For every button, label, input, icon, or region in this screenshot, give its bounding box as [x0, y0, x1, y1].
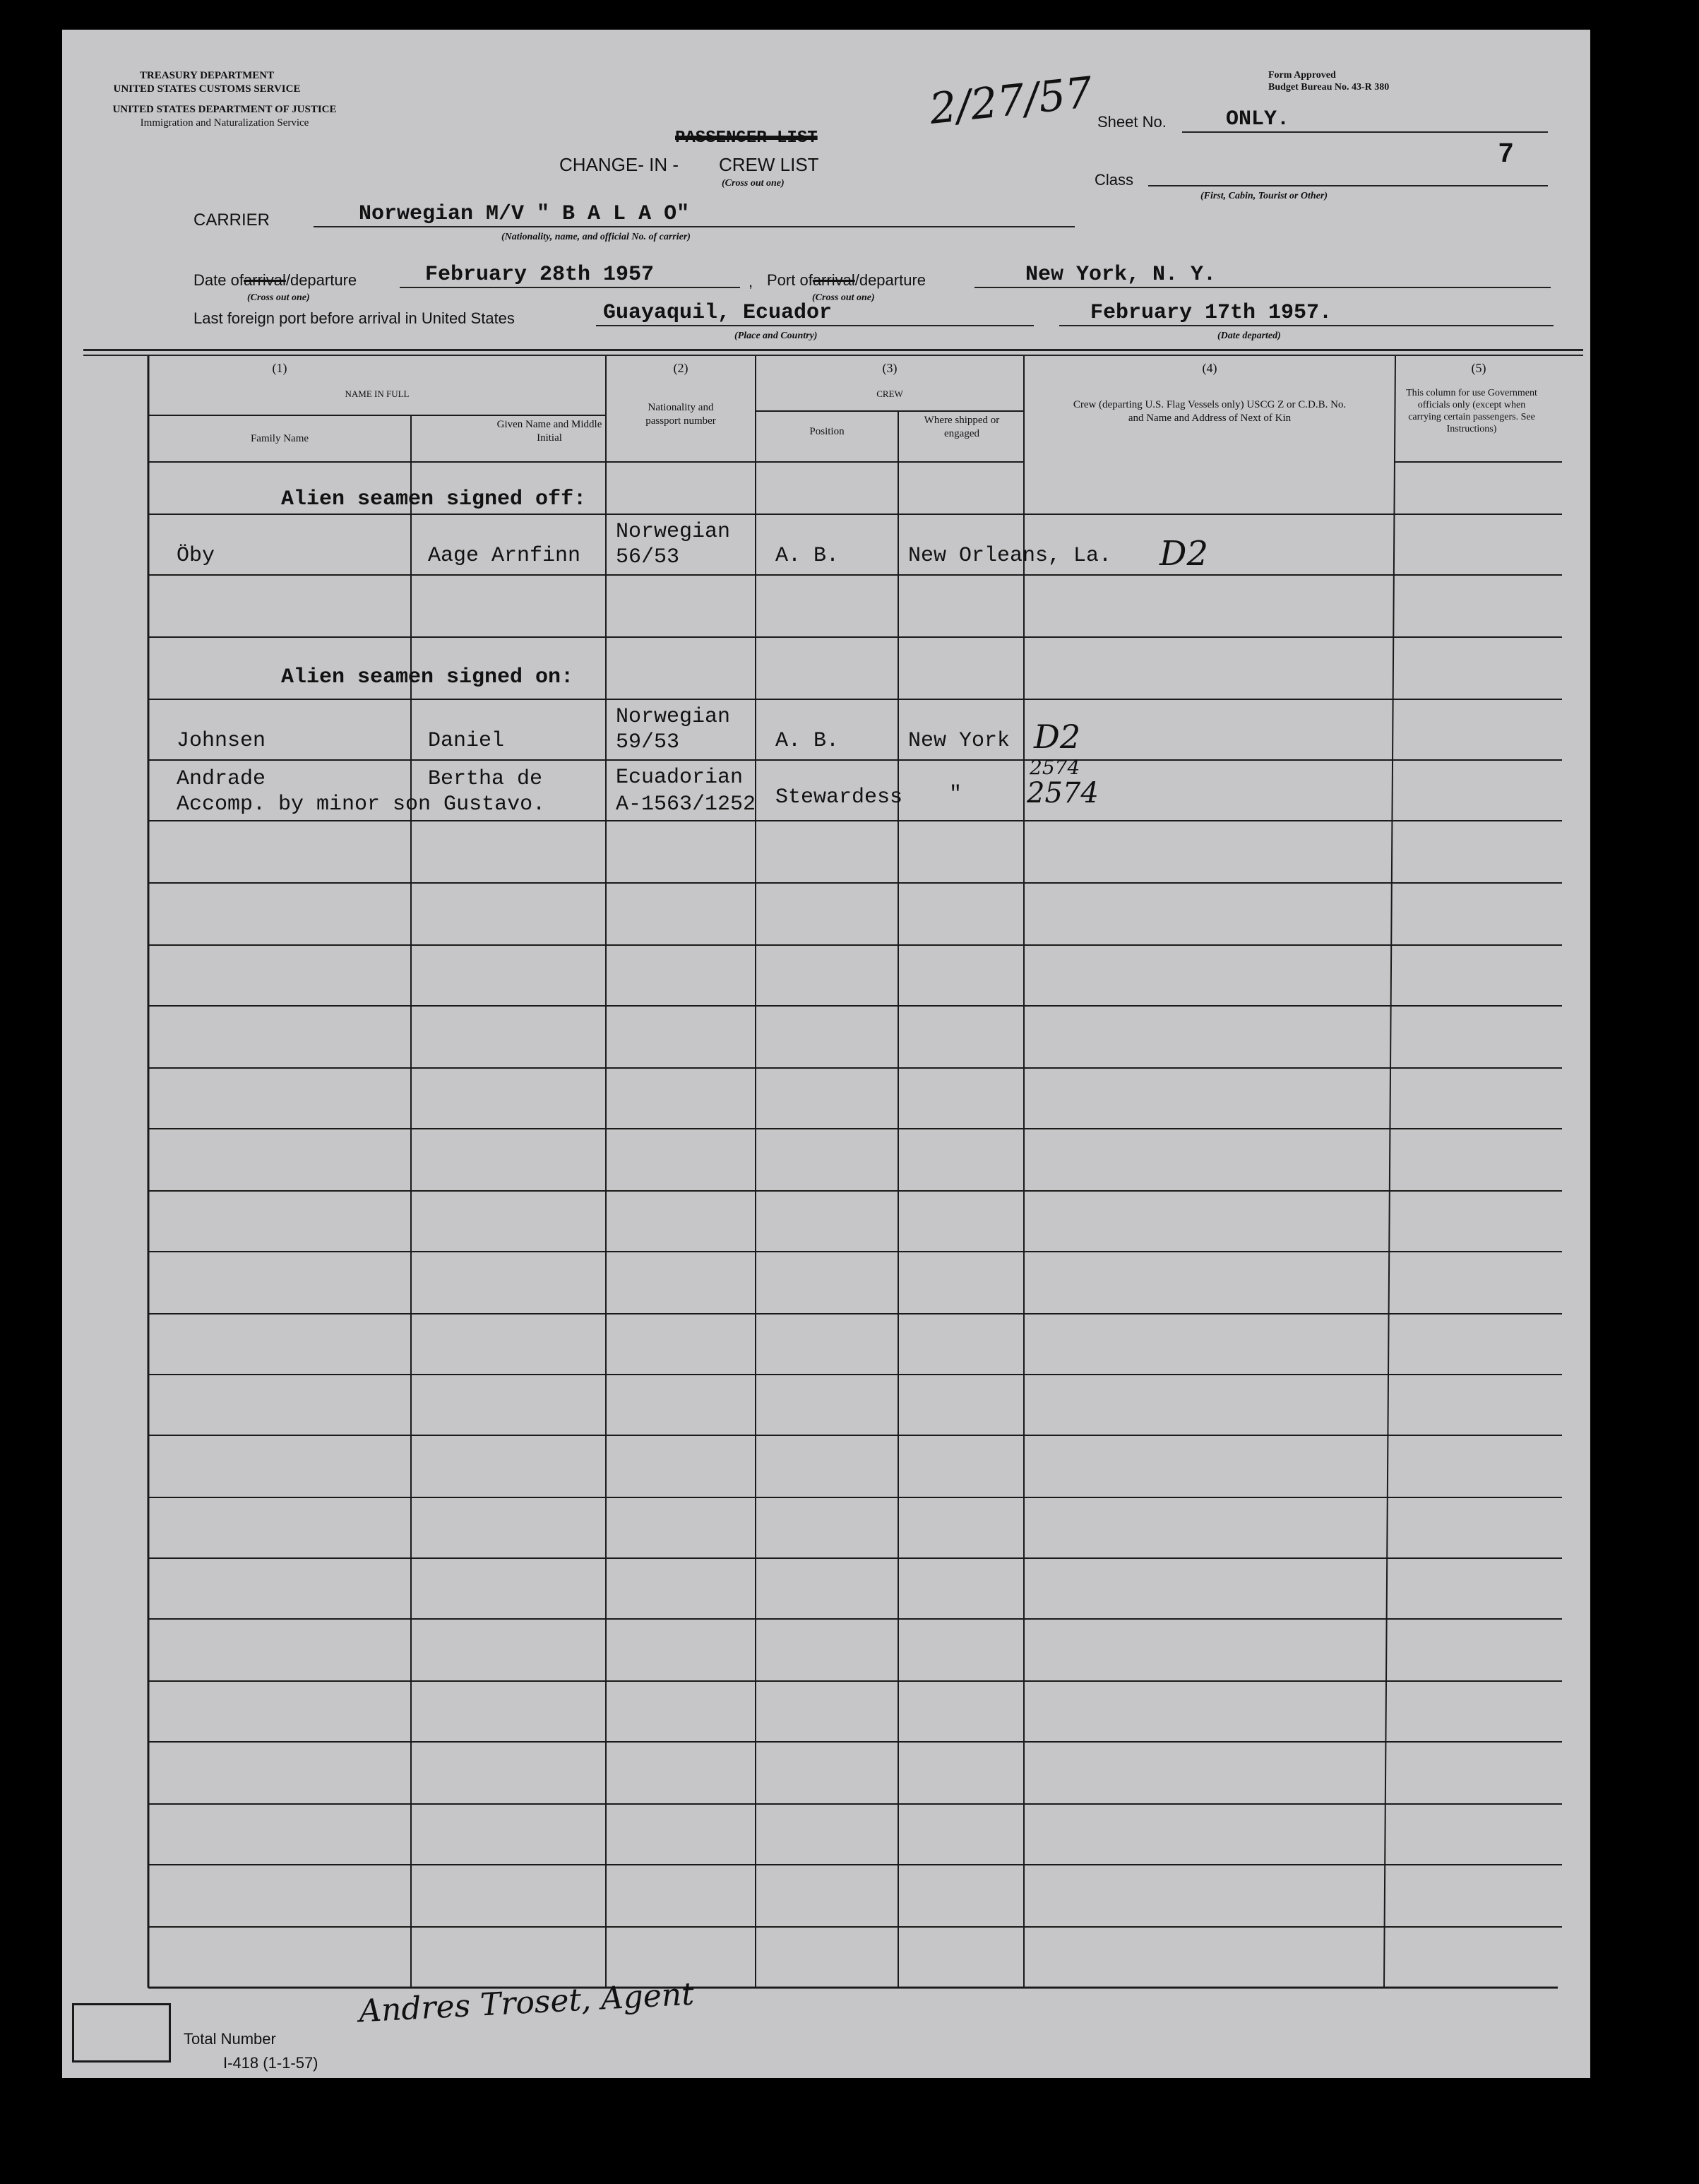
date-value: February 28th 1957	[425, 263, 655, 287]
signature: Andres Troset, Agent	[357, 1976, 696, 2030]
col-where-shipped: Where shipped or engaged	[924, 415, 1000, 439]
col2-title: Nationality and passport number	[645, 402, 716, 427]
oby-handwritten-mark: D2	[1160, 534, 1209, 574]
port-caption: (Cross out one)	[812, 292, 875, 303]
col5-title: This column for use Government officials only (except when carrying certain passengers. See Instructions)	[1406, 388, 1537, 434]
col-position: Position	[809, 426, 845, 437]
port-label-pre: Port of	[767, 271, 813, 289]
port-label-post: /departure	[854, 271, 926, 289]
budget-bureau: Budget Bureau No. 43-R 380	[1268, 82, 1390, 93]
andrade-position: Stewardess	[775, 785, 903, 809]
form-page	[62, 30, 1590, 2078]
ins-service: Immigration and Naturalization Service	[140, 117, 309, 129]
oby-where-shipped: New Orleans, La.	[908, 544, 1112, 568]
andrade-passport: A-1563/1252	[616, 793, 756, 817]
port-struck: arrival	[812, 271, 855, 289]
andrade-handwritten-mark-1: 2574	[1030, 756, 1080, 779]
signed-on-heading: Alien seamen signed on:	[281, 665, 574, 689]
date-struck: arrival	[243, 271, 286, 289]
col4-title: Crew (departing U.S. Flag Vessels only) USCG Z or C.D.B. No. and Name and Address of Next of Kin	[1073, 399, 1347, 424]
col-family-name: Family Name	[250, 433, 309, 444]
form-approved-text: Form Approved	[1268, 70, 1336, 81]
date-label-pre: Date of	[193, 271, 244, 289]
johnsen-handwritten-mark: D2	[1034, 718, 1081, 756]
andrade-given-name: Bertha de	[428, 767, 543, 791]
col-given-name: Given Name and Middle Initial	[496, 419, 602, 444]
carrier-value: Norwegian M/V " B A L A O"	[359, 202, 690, 226]
col4-number: (4)	[1202, 361, 1217, 375]
signed-off-heading: Alien seamen signed off:	[281, 487, 587, 511]
departed-value: February 17th 1957.	[1090, 301, 1333, 325]
col1-title: NAME IN FULL	[345, 388, 410, 399]
johnsen-family-name: Johnsen	[177, 729, 266, 753]
col3-number: (3)	[882, 361, 898, 375]
carrier-label: CARRIER	[193, 210, 270, 230]
date-label-post: /departure	[285, 271, 357, 289]
total-number-box	[72, 2003, 171, 2063]
oby-given-name: Aage Arnfinn	[428, 544, 581, 568]
oby-nationality: Norwegian	[616, 520, 731, 544]
customs-service: UNITED STATES CUSTOMS SERVICE	[113, 83, 301, 95]
andrade-handwritten-mark-2: 2574	[1027, 777, 1099, 809]
form-number: I-418 (1-1-57)	[223, 2054, 318, 2072]
sheet-no-value: ONLY.	[1226, 107, 1290, 131]
col5-number: (5)	[1471, 361, 1486, 375]
total-number-label: Total Number	[184, 2030, 276, 2048]
departed-caption: (Date departed)	[1217, 331, 1281, 341]
johnsen-nationality: Norwegian	[616, 705, 731, 729]
andrade-accompanied: Accomp. by minor son Gustavo.	[177, 793, 546, 817]
johnsen-given-name: Daniel	[428, 729, 505, 753]
johnsen-passport: 59/53	[616, 730, 680, 754]
col-line-gov	[1384, 356, 1395, 1988]
oby-family-name: Öby	[177, 544, 215, 568]
sheet-no-label: Sheet No.	[1097, 113, 1167, 131]
change-in: CHANGE- IN -	[559, 154, 679, 175]
crew-list: CREW LIST	[719, 154, 819, 175]
col3-title: CREW	[876, 388, 903, 399]
handwritten-date: 2/27/57	[926, 68, 1095, 134]
johnsen-where-shipped: New York	[908, 729, 1011, 753]
andrade-family-name: Andrade	[177, 767, 266, 791]
carrier-caption: (Nationality, name, and official No. of carrier)	[501, 232, 691, 242]
col1-number: (1)	[272, 361, 287, 375]
date-comma: ,	[749, 273, 753, 290]
class-label: Class	[1095, 171, 1134, 189]
table-grid	[62, 30, 1590, 2078]
johnsen-position: A. B.	[775, 729, 840, 753]
last-port-value: Guayaquil, Ecuador	[603, 301, 833, 325]
treasury-dept: TREASURY DEPARTMENT	[139, 70, 275, 81]
last-port-caption: (Place and Country)	[734, 331, 818, 341]
last-port-label: Last foreign port before arrival in United States	[193, 309, 515, 327]
andrade-where-shipped: "	[949, 783, 962, 807]
justice-dept: UNITED STATES DEPARTMENT OF JUSTICE	[112, 104, 337, 115]
andrade-nationality: Ecuadorian	[616, 766, 744, 790]
page-number: 7	[1498, 138, 1514, 168]
title-cross-out-caption: (Cross out one)	[722, 178, 785, 189]
date-caption: (Cross out one)	[247, 292, 310, 303]
oby-passport: 56/53	[616, 545, 680, 569]
passenger-list-struck: PASSENGER LIST	[675, 129, 818, 148]
port-value: New York, N. Y.	[1025, 263, 1217, 287]
oby-position: A. B.	[775, 544, 840, 568]
class-caption: (First, Cabin, Tourist or Other)	[1200, 191, 1328, 201]
col2-number: (2)	[673, 361, 688, 375]
